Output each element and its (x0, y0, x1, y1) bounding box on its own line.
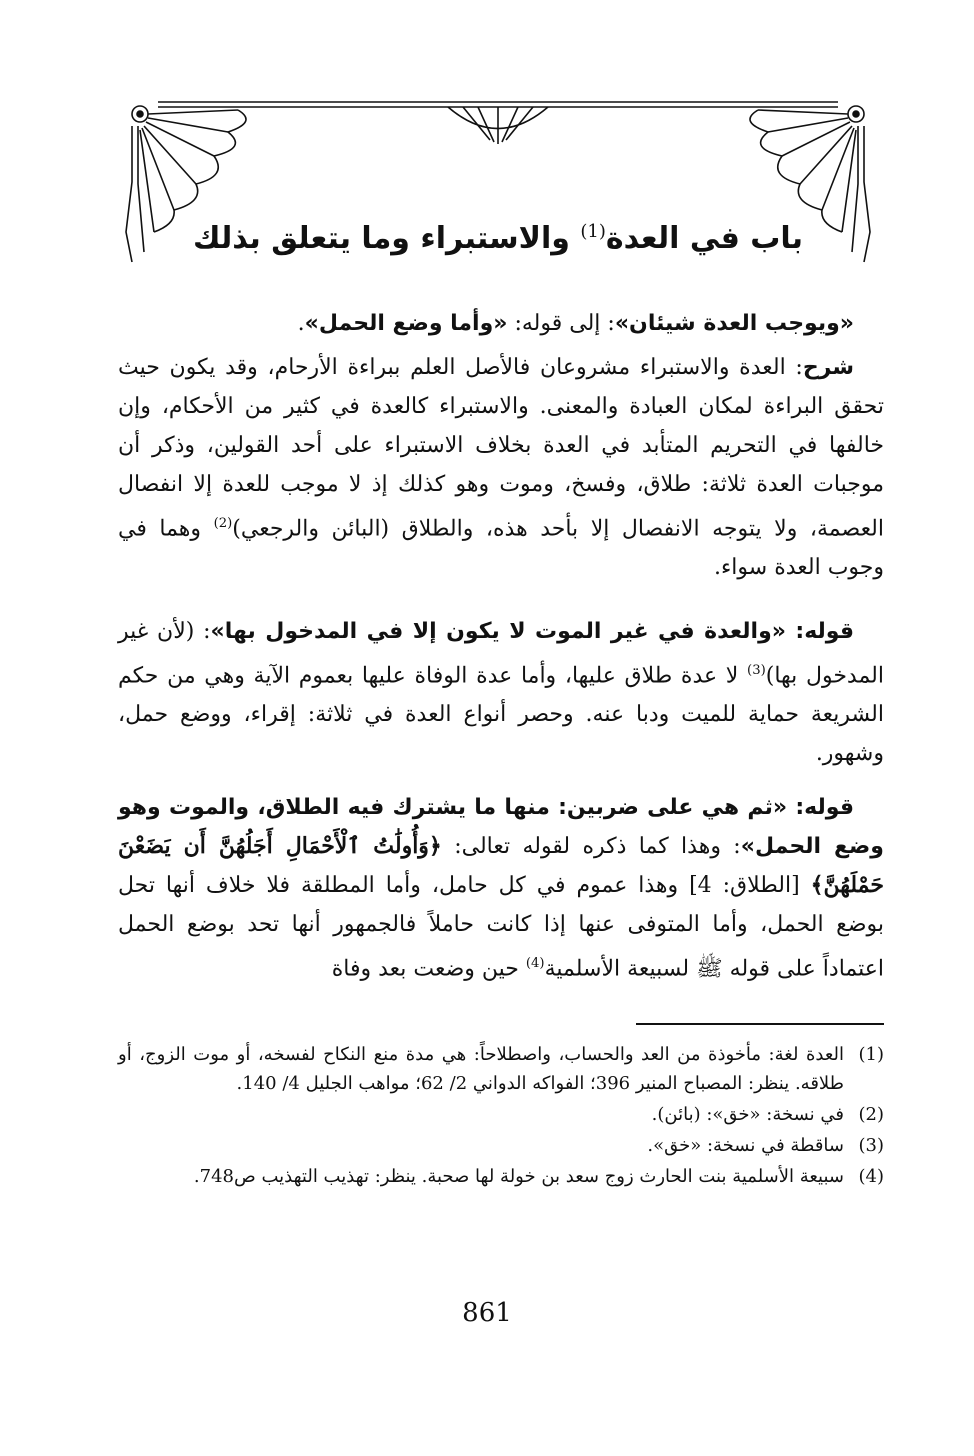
text: : العدة والاستبراء مشروعان فالأصل العلم ببراءة الأرحام، وقد يكون حيث تحقق البراءة لمكان العبادة والمعنى. والاستبراء كالعدة في كثير من الأحكام، وإن خالفها في التحريم المتأبد في العدة بخلاف الاستبراء على أحد القولين، وذكر أن موجبات العدة ثلاثة: طلاق، وفسخ، وموت وهو كذلك إذ لا موجب للعدة إلا انفصال العصمة، ولا يتوجه الانفصال إلا بأحد هذه، والطلاق (البائن والرجعي) (118, 355, 884, 542)
text: لا عدة طلاق عليها، وأما عدة الوفاة عليها بعموم الآية وهي من حكم الشريعة حماية للميت ودبا عنه. وحصر أنواع العدة في ثلاثة: إقراء، ووضع حمل، وشهور. (118, 663, 884, 767)
footnote-ref: (2) (213, 516, 233, 531)
footnote-item (118, 1131, 884, 1160)
sharh-label: شرح (802, 355, 854, 380)
text: [الطلاق: 4] وهذا عموم في كل حامل، وأما المطلقة فلا خلاف أنها تحل بوضع الحمل، وأما المتوفى عنها إذا كانت حاملاً فالجمهور أنها تحد بوضع الحمل اعتماداً على قوله ﷺ لسبيعة الأسلمية (118, 873, 884, 982)
chapter-title-part1: باب في العدة (605, 221, 803, 256)
paragraph-2 (118, 348, 884, 587)
footnote-divider (636, 1023, 884, 1025)
paragraph-4 (118, 788, 884, 988)
footnote-number: (2) (858, 1104, 884, 1125)
text: حين وضعت بعد وفاة (331, 956, 526, 982)
footnotes (118, 1040, 884, 1193)
text: وهما في وجوب العدة سواء. (118, 516, 884, 581)
footnote-number: (3) (858, 1135, 884, 1156)
quote: «والعدة في غير الموت لا يكون إلا في المدخول بها» (210, 619, 786, 644)
footnote-ref: (4) (525, 956, 545, 971)
quote: «ثم هي على ضربين: منها ما يشترك فيه الطلاق، والموت وهو وضع الحمل» (118, 795, 884, 859)
footnote-text: في نسخة: «خق»: (بائن). (651, 1104, 844, 1125)
footnote-number: (4) (858, 1166, 884, 1187)
footnote-item (118, 1162, 884, 1191)
footnote-number: (1) (858, 1044, 884, 1065)
text: : إلى قوله: (507, 311, 615, 336)
quote: «وأما وضع الحمل» (304, 311, 508, 336)
paragraph-1 (118, 304, 884, 343)
footnote-text: ساقطة في نسخة: «خق». (647, 1135, 844, 1156)
footnote-ref: (3) (747, 663, 766, 678)
lead: قوله: (785, 619, 854, 644)
lead: قوله: (787, 795, 854, 820)
quran-verse: ﴿وَأُولَٰتُ ٱلْأَحْمَالِ أَجَلُهُنَّ أَن يَضَعْنَ حَمْلَهُنَّ﴾ (118, 833, 884, 898)
page-number: 861 (462, 1298, 512, 1328)
chapter-title-part2: والاستبراء وما يتعلق بذلك (193, 221, 581, 256)
footnote-ref: (1) (580, 221, 606, 242)
text: : وهذا كما ذكره لقوله تعالى: (441, 834, 741, 859)
footnote-item (118, 1100, 884, 1129)
footnote-item (118, 1040, 884, 1098)
footnote-text: سبيعة الأسلمية بنت الحارث زوج سعد بن خولة لها صحبة. ينظر: تهذيب التهذيب ص748. (193, 1166, 844, 1187)
paragraph-3 (118, 612, 884, 773)
quote: «ويوجب العدة شيئان» (614, 311, 854, 336)
text: : (لأن غير المدخول بها) (118, 619, 884, 689)
chapter-title (118, 208, 878, 263)
footnote-text: العدة لغة: مأخوذة من العد والحساب، واصطلاحاً: هي مدة منع النكاح لفسخه، أو موت الزوج، أو طلاقه. ينظر: المصباح المنير 396؛ الفواكه الدواني 2/ 62؛ مواهب الجليل 4/ 140. (118, 1044, 844, 1094)
text: . (297, 311, 305, 336)
